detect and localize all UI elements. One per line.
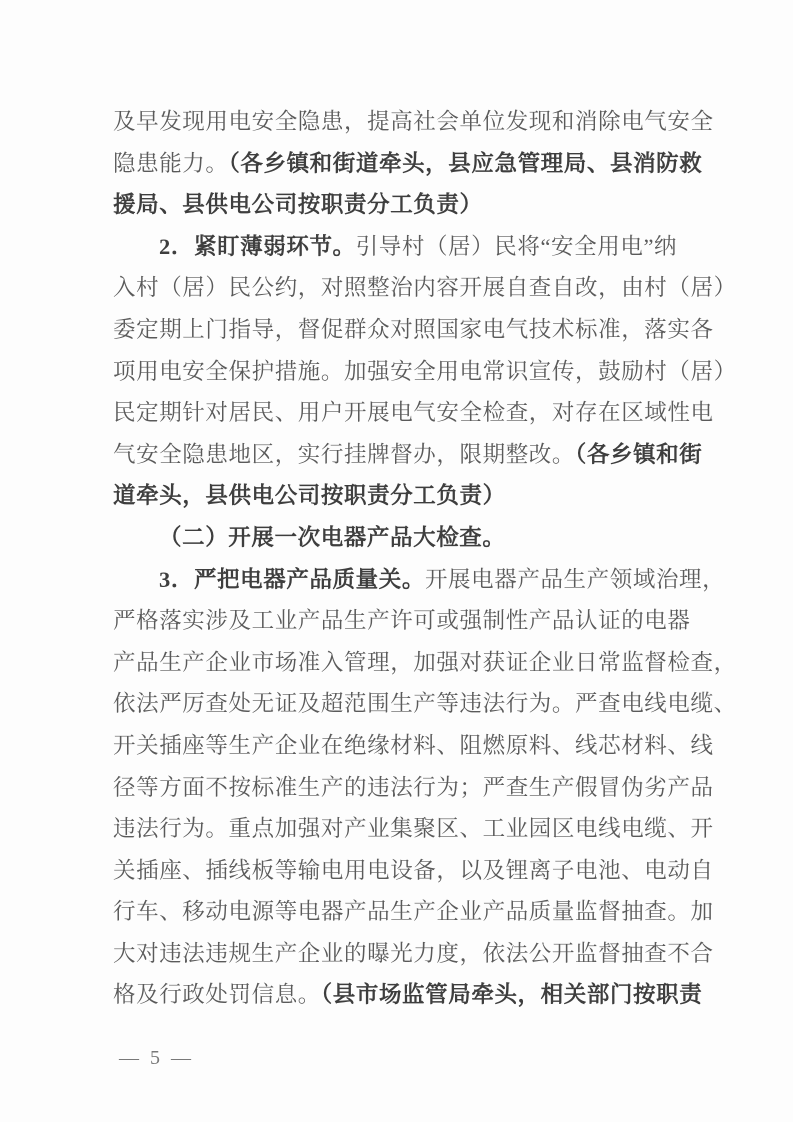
text-line <box>113 559 726 601</box>
body-text: 委定期上门指导，督促群众对照国家电气技术标准，落实各 <box>113 316 714 342</box>
body-text: 关插座、插线板等输电用电设备，以及锂离子电池、电动自 <box>113 857 714 883</box>
text-line <box>113 226 723 268</box>
body-text: 违法行为。重点加强对产业集聚区、工业园区电线电缆、开 <box>113 816 714 842</box>
body-text: 入村（居）民公约，对照整治内容开展自查自改，由村（居） <box>113 275 737 301</box>
text-line <box>113 808 723 850</box>
body-text: 大对违法违规生产企业的曝光力度，依法公开监督抽查不合 <box>113 940 714 966</box>
body-text: 隐患能力。 <box>113 150 229 176</box>
body-text: 民定期针对居民、用户开展电气安全检查，对存在区域性电 <box>113 400 714 426</box>
text-line <box>113 101 723 143</box>
text-line <box>113 184 723 226</box>
paragraph-numbered-item-2 <box>113 226 737 517</box>
text-line <box>113 392 723 434</box>
text-line <box>113 725 723 767</box>
responsibility-emphasis-text: 援局、县供电公司按职责分工负责） <box>113 192 483 218</box>
body-text: 气安全隐患地区，实行挂牌督办，限期整改。 <box>113 441 576 467</box>
paragraph-continuation-paragraph <box>113 101 723 226</box>
text-line <box>113 642 737 684</box>
responsibility-emphasis-text: 2．紧盯薄弱环节。 <box>159 233 356 259</box>
text-line <box>113 891 723 933</box>
body-text: 产品生产企业市场准入管理，加强对获证企业日常监督检查， <box>113 649 737 675</box>
body-text: 开展电器产品生产领域治理， <box>424 566 726 592</box>
paragraph-section-heading-2 <box>113 517 723 559</box>
paragraph-numbered-item-3 <box>113 559 737 1017</box>
body-text: 依法严厉查处无证及超范围生产等违法行为。严查电线电缆、 <box>113 691 737 717</box>
text-line <box>113 143 723 185</box>
text-line <box>113 933 723 975</box>
body-text: 严格落实涉及工业产品生产许可或强制性产品认证的电器 <box>113 608 691 634</box>
responsibility-emphasis-text: （各乡镇和街 <box>575 441 703 467</box>
text-line <box>113 683 737 725</box>
text-line <box>113 600 723 642</box>
text-line <box>113 434 723 476</box>
responsibility-emphasis-text: （各乡镇和街道牵头，县应急管理局、县消防救 <box>228 150 703 176</box>
responsibility-emphasis-text: （县市场监管局牵头，相关部门按职责 <box>320 982 703 1008</box>
text-line <box>113 267 737 309</box>
text-line <box>113 309 723 351</box>
text-line <box>113 850 723 892</box>
body-text: 引导村（居）民将“安全用电”纳 <box>355 233 678 259</box>
responsibility-emphasis-text: 3．严把电器产品质量关。 <box>159 566 425 592</box>
text-line <box>113 475 723 517</box>
body-text: 径等方面不按标准生产的违法行为；严查生产假冒伪劣产品 <box>113 774 714 800</box>
text-line <box>113 767 723 809</box>
text-line <box>113 517 723 559</box>
body-text: 行车、移动电源等电器产品生产企业产品质量监督抽查。加 <box>113 899 714 925</box>
text-line <box>113 351 737 393</box>
body-text: 格及行政处罚信息。 <box>113 982 321 1008</box>
responsibility-emphasis-text: （二）开展一次电器产品大检查。 <box>159 524 506 550</box>
text-line <box>113 974 723 1016</box>
body-text: 开关插座等生产企业在绝缘材料、阻燃原料、线芯材料、线 <box>113 732 714 758</box>
page-number: — 5 — <box>119 1047 194 1069</box>
responsibility-emphasis-text: 道牵头，县供电公司按职责分工负责） <box>113 483 506 509</box>
body-text: 项用电安全保护措施。加强安全用电常识宣传，鼓励村（居） <box>113 358 737 384</box>
body-text: 及早发现用电安全隐患，提高社会单位发现和消除电气安全 <box>113 109 714 134</box>
document-body <box>113 101 737 1016</box>
